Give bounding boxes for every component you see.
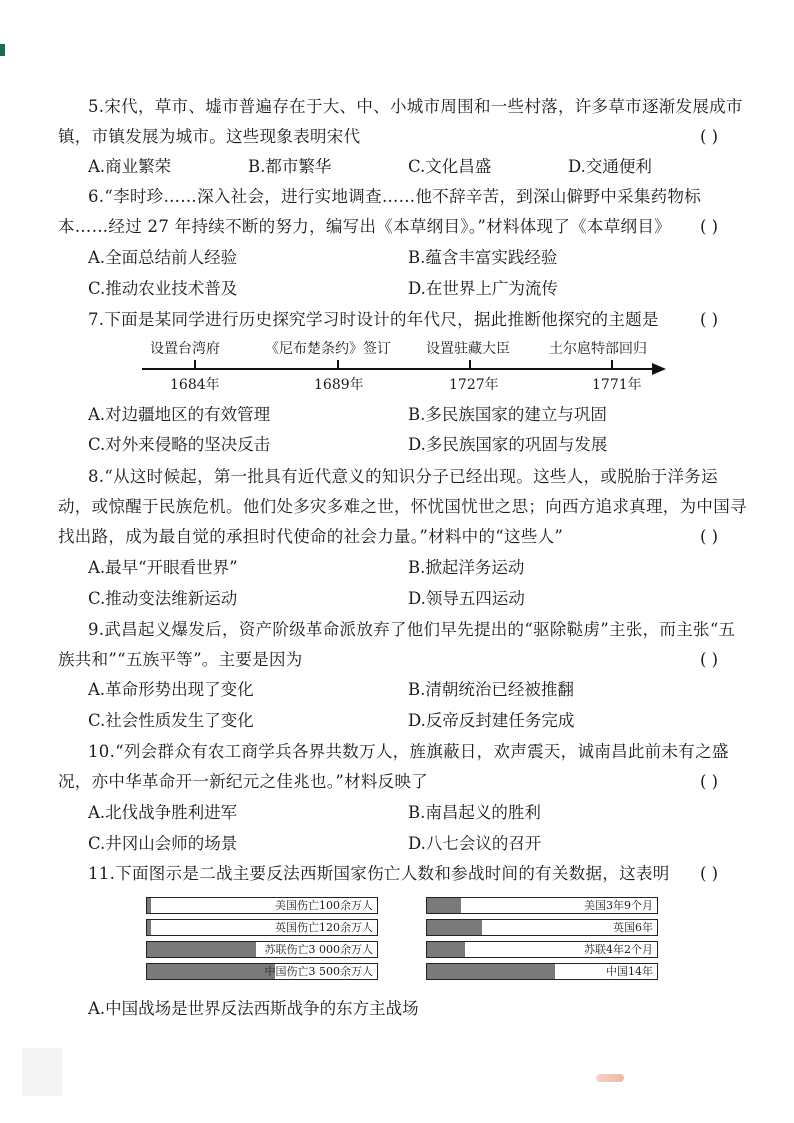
casualties-bar bbox=[147, 920, 151, 935]
duration-bar-label: 英国6年 bbox=[613, 921, 653, 934]
duration-bar-row bbox=[426, 941, 658, 958]
duration-bar-row bbox=[426, 897, 658, 914]
casualties-bar-label: 苏联伤亡3 000余万人 bbox=[264, 943, 373, 956]
q10-option-c[interactable]: C.井冈山会师的场景 bbox=[88, 834, 238, 853]
duration-bar bbox=[427, 920, 482, 935]
timeline-year-1: 1684年 bbox=[170, 377, 220, 393]
timeline-arrow-icon bbox=[652, 363, 666, 375]
duration-bar-row bbox=[426, 963, 658, 980]
q10-option-a[interactable]: A.北伐战争胜利进军 bbox=[88, 803, 238, 822]
timeline-tick-2 bbox=[337, 360, 339, 369]
q9-option-b[interactable]: B.清朝统治已经被推翻 bbox=[408, 680, 574, 699]
q6-line2: 本……经过 27 年持续不断的努力，编写出《本草纲目》。”材料体现了《本草纲目》 bbox=[58, 217, 671, 236]
q9-option-d[interactable]: D.反帝反封建任务完成 bbox=[408, 711, 575, 730]
q11-answer-paren[interactable]: ( ) bbox=[700, 864, 719, 883]
casualties-bar bbox=[147, 898, 151, 913]
q9-line2: 族共和”“五族平等”。主要是因为 bbox=[58, 650, 303, 669]
duration-bar bbox=[427, 964, 555, 979]
q9-line1: 9.武昌起义爆发后，资产阶级革命派放弃了他们早先提出的“驱除鞑虏”主张，而主张“五 bbox=[88, 620, 736, 639]
duration-bar-label: 中国14年 bbox=[606, 965, 653, 978]
q6-option-a[interactable]: A.全面总结前人经验 bbox=[88, 248, 238, 267]
q7-option-c[interactable]: C.对外来侵略的坚决反击 bbox=[88, 435, 271, 454]
q5-line2: 镇，市镇发展为城市。这些现象表明宋代 bbox=[58, 127, 361, 146]
timeline-tick-1 bbox=[194, 360, 196, 369]
scan-smudge bbox=[596, 1074, 624, 1082]
timeline-event-2: 《尼布楚条约》签订 bbox=[265, 341, 391, 357]
q10-option-b[interactable]: B.南昌起义的胜利 bbox=[408, 803, 541, 822]
q11-option-a[interactable]: A.中国战场是世界反法西斯战争的东方主战场 bbox=[88, 999, 419, 1018]
q6-option-b[interactable]: B.蕴含丰富实践经验 bbox=[408, 248, 558, 267]
q5-option-c[interactable]: C.文化昌盛 bbox=[408, 157, 492, 176]
q6-option-d[interactable]: D.在世界上广为流传 bbox=[408, 279, 558, 298]
timeline-year-4: 1771年 bbox=[592, 377, 642, 393]
casualties-bar-row bbox=[146, 963, 378, 980]
q11-line1: 11.下面图示是二战主要反法西斯国家伤亡人数和参战时间的有关数据，这表明 bbox=[88, 864, 670, 883]
scan-shadow bbox=[22, 1048, 62, 1096]
q10-line1: 10.“列会群众有农工商学兵各界共数万人，旌旗蔽日，欢声震天，诚南昌此前未有之盛 bbox=[88, 742, 729, 761]
duration-bar-label: 苏联4年2个月 bbox=[584, 943, 653, 956]
corner-mark bbox=[0, 44, 5, 56]
casualties-bar-label: 中国伤亡3 500余万人 bbox=[264, 965, 373, 978]
timeline-year-3: 1727年 bbox=[449, 377, 499, 393]
q5-option-d[interactable]: D.交通便利 bbox=[568, 157, 652, 176]
casualties-bar-row bbox=[146, 941, 378, 958]
q8-option-c[interactable]: C.推动变法维新运动 bbox=[88, 589, 238, 608]
casualties-bar bbox=[147, 942, 256, 957]
timeline-axis bbox=[142, 368, 657, 370]
q8-answer-paren[interactable]: ( ) bbox=[700, 527, 719, 546]
q10-line2: 况，亦中华革命开一新纪元之佳兆也。”材料反映了 bbox=[58, 772, 429, 791]
casualties-bar bbox=[147, 964, 275, 979]
q9-option-a[interactable]: A.革命形势出现了变化 bbox=[88, 680, 254, 699]
duration-bar-row bbox=[426, 919, 658, 936]
q6-option-c[interactable]: C.推动农业技术普及 bbox=[88, 279, 238, 298]
q8-line2: 动，或惊醒于民族危机。他们处多灾多难之世，怀忧国忧世之思；向西方追求真理，为中国寻 bbox=[58, 497, 747, 516]
timeline-event-4: 土尔扈特部回归 bbox=[549, 341, 647, 357]
q8-option-b[interactable]: B.掀起洋务运动 bbox=[408, 558, 525, 577]
duration-bar bbox=[427, 942, 465, 957]
q7-option-b[interactable]: B.多民族国家的建立与巩固 bbox=[408, 405, 607, 424]
q5-option-a[interactable]: A.商业繁荣 bbox=[88, 157, 172, 176]
q8-line1: 8.“从这时候起，第一批具有近代意义的知识分子已经出现。这些人，或脱胎于洋务运 bbox=[88, 467, 718, 486]
q5-option-b[interactable]: B.都市繁华 bbox=[248, 157, 332, 176]
duration-bar-label: 美国3年9个月 bbox=[584, 899, 653, 912]
duration-bar bbox=[427, 898, 461, 913]
timeline-event-1: 设置台湾府 bbox=[150, 341, 220, 357]
q7-option-d[interactable]: D.多民族国家的巩固与发展 bbox=[408, 435, 608, 454]
q7-answer-paren[interactable]: ( ) bbox=[700, 310, 719, 329]
q5-line1: 5.宋代，草市、墟市普遍存在于大、中、小城市周围和一些村落，许多草市逐渐发展成市 bbox=[88, 97, 743, 116]
q6-answer-paren[interactable]: ( ) bbox=[700, 217, 719, 236]
q8-option-d[interactable]: D.领导五四运动 bbox=[408, 589, 525, 608]
q10-answer-paren[interactable]: ( ) bbox=[700, 772, 719, 791]
q6-line1: 6.“李时珍……深入社会，进行实地调查……他不辞辛苦，到深山僻野中采集药物标 bbox=[88, 187, 702, 206]
timeline-tick-4 bbox=[611, 360, 613, 369]
q9-answer-paren[interactable]: ( ) bbox=[700, 650, 719, 669]
casualties-bar-row bbox=[146, 919, 378, 936]
q7-option-a[interactable]: A.对边疆地区的有效管理 bbox=[88, 405, 271, 424]
q8-option-a[interactable]: A.最早“开眼看世界” bbox=[88, 558, 238, 577]
timeline-tick-3 bbox=[469, 360, 471, 369]
timeline-event-3: 设置驻藏大臣 bbox=[426, 341, 510, 357]
q8-line3: 找出路，成为最自觉的承担时代使命的社会力量。”材料中的“这些人” bbox=[58, 527, 564, 546]
q9-option-c[interactable]: C.社会性质发生了变化 bbox=[88, 711, 254, 730]
q7-line1: 7.下面是某同学进行历史探究学习时设计的年代尺，据此推断他探究的主题是 bbox=[88, 310, 659, 329]
casualties-bar-row bbox=[146, 897, 378, 914]
casualties-bar-label: 美国伤亡100余万人 bbox=[275, 899, 373, 912]
q5-answer-paren[interactable]: ( ) bbox=[700, 127, 719, 146]
q10-option-d[interactable]: D.八七会议的召开 bbox=[408, 834, 542, 853]
casualties-bar-label: 英国伤亡120余万人 bbox=[275, 921, 373, 934]
timeline-year-2: 1689年 bbox=[314, 377, 364, 393]
